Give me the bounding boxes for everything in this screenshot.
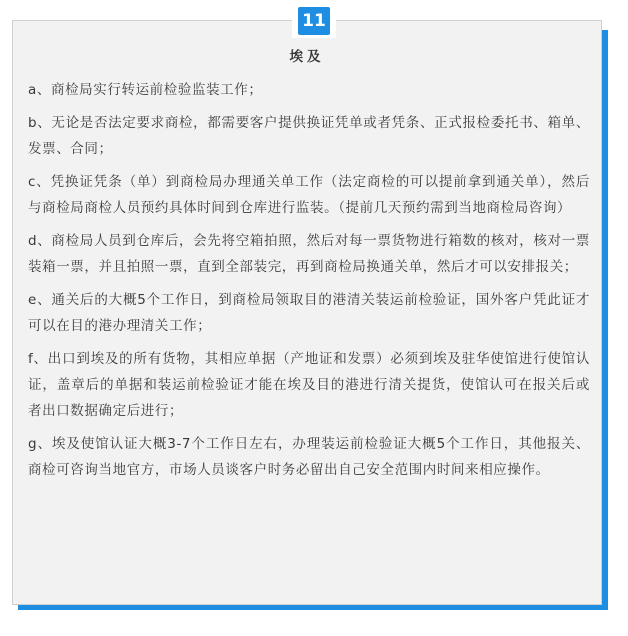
paragraph-b: b、无论是否法定要求商检，都需要客户提供换证凭单或者凭条、正式报检委托书、箱单、发票、合同； — [28, 115, 590, 157]
paragraph-c: c、凭换证凭条（单）到商检局办理通关单工作（法定商检的可以提前拿到通关单），然后与商检局商检人员预约具体时间到仓库进行监装。（提前几天预约需到当地商检局咨询） — [28, 174, 590, 216]
paragraph-list — [28, 77, 590, 490]
paragraph-e: e、通关后的大概5个工作日，到商检局领取目的港清关装运前检验证，国外客户凭此证才可以在目的港办理清关工作； — [28, 292, 590, 334]
card-shadow-right — [602, 30, 608, 610]
paragraph-f: f、出口到埃及的所有货物，其相应单据（产地证和发票）必须到埃及驻华使馆进行使馆认证，盖章后的单据和装运前检验证才能在埃及目的港进行清关提货，使馆认可在报关后或者出口数据确定后进行； — [28, 351, 590, 419]
section-number-badge: 11 — [298, 7, 330, 35]
section-title: 埃及 — [289, 49, 325, 65]
paragraph-g: g、埃及使馆认证大概3-7个工作日左右，办理装运前检验证大概5个工作日，其他报关、商检可咨询当地官方，市场人员谈客户时务必留出自己安全范围内时间来相应操作。 — [28, 436, 590, 478]
paragraph-a: a、商检局实行转运前检验监装工作； — [28, 82, 263, 98]
card-shadow-bottom — [18, 605, 608, 610]
paragraph-d: d、商检局人员到仓库后，会先将空箱拍照，然后对每一票货物进行箱数的核对，核对一票装箱一票，并且拍照一票，直到全部装完，再到商检局换通关单，然后才可以安排报关； — [28, 233, 590, 275]
